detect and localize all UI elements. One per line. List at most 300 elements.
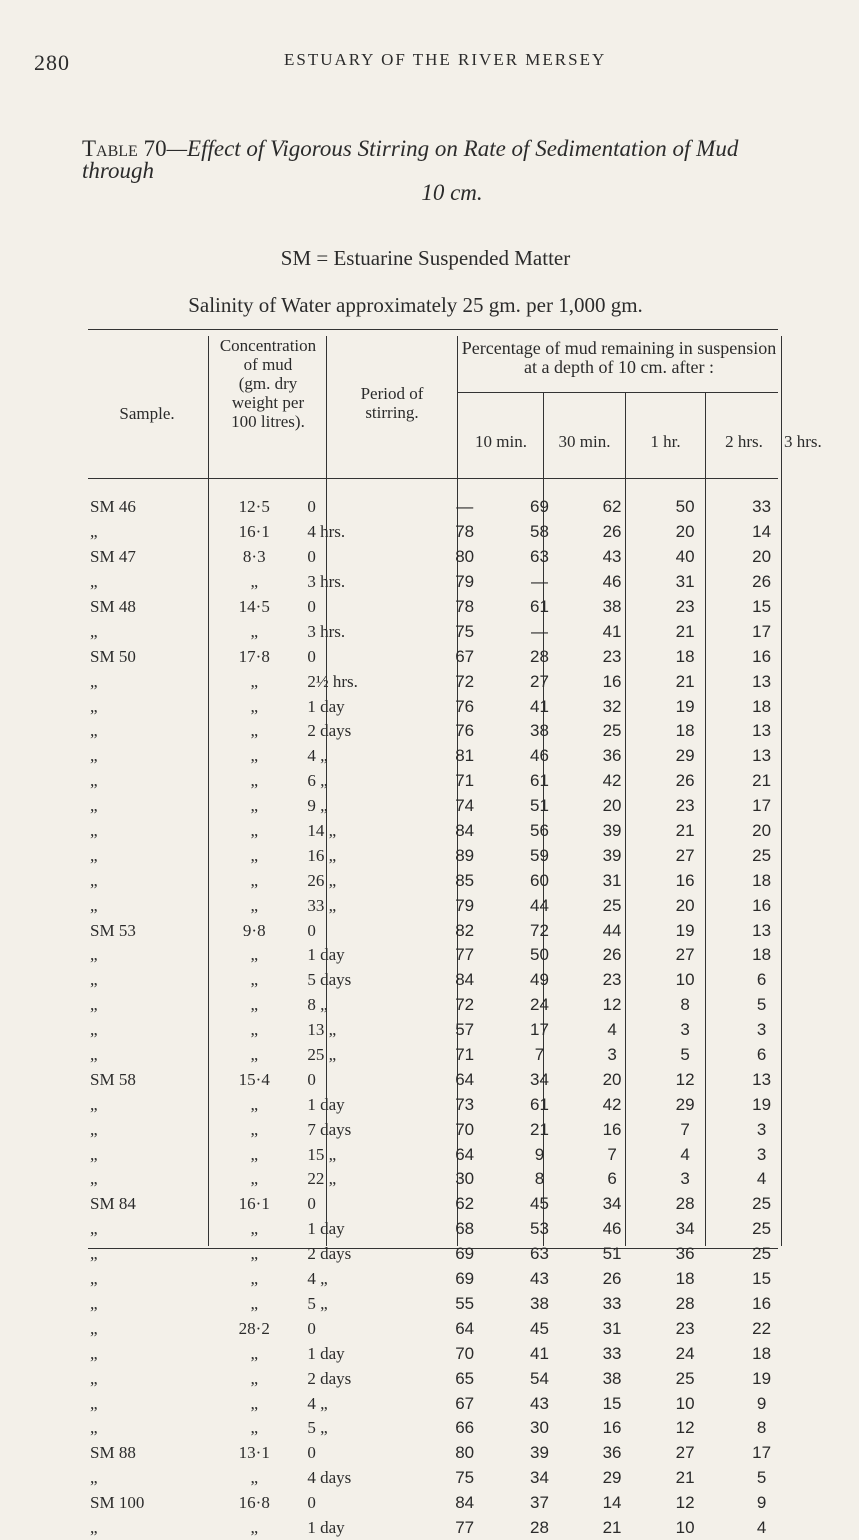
- pct-2hrs-cell: 29: [675, 1094, 695, 1114]
- sample-cell: „: [90, 721, 98, 741]
- pct-2hrs-cell: 7: [680, 1119, 690, 1139]
- period-cell: 3 hrs.: [307, 572, 346, 592]
- sample-cell: „: [90, 1020, 98, 1040]
- concentration-cell: „: [250, 945, 259, 965]
- pct-10min-cell: 64: [455, 1318, 475, 1338]
- sample-cell: SM 46: [90, 497, 136, 517]
- pct-2hrs-cell: 26: [675, 771, 695, 791]
- concentration-cell: „: [250, 1144, 259, 1164]
- pct-2hrs-cell: 24: [675, 1343, 695, 1363]
- table-title-line1: —Effect of Vigorous Stirring on Rate of Sedimentation of Mud through: [82, 136, 739, 183]
- sample-cell: „: [90, 845, 98, 865]
- table-row: [90, 794, 801, 819]
- pct-2hrs-cell: 10: [675, 970, 695, 990]
- period-cell: 5 „: [307, 1418, 328, 1438]
- table-label: Table 70: [82, 136, 167, 161]
- pct-2hrs-cell: 3: [680, 1020, 690, 1040]
- pct-2hrs-cell: 34: [675, 1219, 695, 1239]
- concentration-cell: „: [250, 771, 259, 791]
- pct-30min-cell: 46: [529, 746, 549, 766]
- pct-2hrs-cell: 25: [675, 1368, 695, 1388]
- pct-10min-cell: 30: [455, 1169, 475, 1189]
- pct-3hrs-cell: 16: [752, 1293, 772, 1313]
- concentration-cell: 8·3: [242, 547, 266, 567]
- table-row: [90, 1117, 801, 1142]
- period-cell: 4 „: [307, 1269, 328, 1289]
- concentration-cell: „: [250, 1094, 259, 1114]
- period-cell: 0: [307, 597, 316, 616]
- pct-1hr-cell: 38: [602, 597, 622, 616]
- pct-10min-cell: 72: [455, 671, 475, 691]
- period-cell: 0: [307, 1069, 316, 1089]
- pct-1hr-cell: 23: [602, 970, 622, 990]
- percentage-header: Percentage of mud remaining in suspension at a depth of 10 cm. after :: [461, 338, 777, 377]
- table-row: [90, 1142, 801, 1167]
- table-row: [90, 1466, 801, 1491]
- pct-30min-cell: 58: [529, 522, 549, 542]
- pct-10min-cell: 71: [455, 1045, 475, 1065]
- sample-cell: SM 50: [90, 646, 136, 666]
- concentration-cell: „: [250, 1393, 259, 1413]
- pct-10min-cell: 62: [455, 1194, 475, 1214]
- pct-30min-cell: 49: [529, 970, 549, 990]
- table-row: [90, 943, 801, 968]
- pct-30min-cell: 7: [534, 1045, 545, 1065]
- table-row: [90, 843, 801, 868]
- concentration-cell: „: [250, 796, 259, 816]
- pct-10min-cell: 82: [455, 920, 475, 940]
- period-cell: 14 „: [307, 821, 337, 841]
- pct-1hr-cell: 4: [607, 1020, 617, 1040]
- period-cell: 1 day: [307, 1219, 345, 1239]
- sample-cell: „: [90, 970, 98, 990]
- pct-1hr-cell: 32: [602, 696, 622, 716]
- pct-1hr-cell: 12: [602, 995, 622, 1015]
- sample-cell: „: [90, 796, 98, 816]
- sample-cell: „: [90, 1368, 98, 1388]
- pct-1hr-cell: 26: [602, 522, 622, 542]
- concentration-cell: „: [250, 572, 259, 592]
- pct-3hrs-cell: 16: [752, 895, 772, 915]
- concentration-cell: „: [250, 845, 259, 865]
- pct-10min-cell: 75: [455, 621, 475, 641]
- sample-cell: „: [90, 1269, 98, 1289]
- pct-10min-cell: 84: [455, 821, 475, 841]
- pct-3hrs-cell: 25: [752, 845, 772, 865]
- pct-30min-cell: 41: [529, 1343, 549, 1363]
- pct-1hr-cell: 43: [602, 547, 622, 567]
- concentration-cell: „: [250, 895, 259, 915]
- pct-30min-cell: 27: [529, 671, 549, 691]
- period-cell: 0: [307, 920, 316, 940]
- pct-2hrs-cell: 23: [675, 597, 695, 616]
- pct-10min-cell: 71: [455, 771, 475, 791]
- pct-3hrs-cell: 3: [756, 1144, 767, 1164]
- sedimentation-table: [90, 495, 801, 1540]
- pct-30min-cell: 8: [534, 1169, 545, 1189]
- concentration-cell: „: [250, 970, 259, 990]
- table-row: [90, 1292, 801, 1317]
- percentage-span-rule: [458, 392, 778, 393]
- pct-30min-cell: 17: [529, 1020, 549, 1040]
- pct-10min-cell: 80: [455, 1443, 475, 1463]
- pct-30min-cell: 39: [529, 1443, 549, 1463]
- sample-cell: „: [90, 696, 98, 716]
- pct-10min-cell: 80: [455, 547, 475, 567]
- pct-30min-cell: 60: [529, 870, 549, 890]
- sample-cell: „: [90, 671, 98, 691]
- sample-cell: „: [90, 746, 98, 766]
- table-top-rule: [88, 329, 778, 330]
- pct-30min-cell: 37: [529, 1493, 549, 1513]
- pct-30min-cell: 24: [529, 995, 549, 1015]
- page-number: 280: [34, 50, 70, 75]
- pct-3hrs-cell: 4: [756, 1169, 767, 1189]
- period-cell: 0: [307, 497, 316, 517]
- pct-1hr-cell: 14: [602, 1493, 622, 1513]
- pct-1hr-cell: 46: [602, 1219, 622, 1239]
- concentration-cell: 13·1: [238, 1443, 270, 1463]
- period-cell: 0: [307, 1318, 316, 1338]
- pct-3hrs-cell: 13: [752, 746, 772, 766]
- pct-3hrs-cell: 13: [752, 1069, 772, 1089]
- sample-cell: SM 53: [90, 920, 136, 940]
- sample-cell: „: [90, 1418, 98, 1438]
- pct-2hrs-cell: 8: [680, 995, 690, 1015]
- sample-cell: SM 84: [90, 1194, 136, 1214]
- pct-2hrs-cell: 36: [675, 1244, 695, 1264]
- period-cell: 2½ hrs.: [307, 671, 358, 691]
- table-row: [90, 719, 801, 744]
- table-row: [90, 1341, 801, 1366]
- pct-1hr-cell: 33: [602, 1293, 622, 1313]
- pct-3hrs-cell: 18: [752, 945, 772, 965]
- pct-1hr-cell: 3: [607, 1045, 617, 1065]
- concentration-cell: „: [250, 1418, 259, 1438]
- concentration-cell: 15·4: [238, 1069, 270, 1089]
- pct-30min-cell: 34: [529, 1069, 549, 1089]
- pct-10min-cell: 64: [455, 1069, 475, 1089]
- table-row: [90, 644, 801, 669]
- pct-3hrs-cell: 19: [752, 1094, 772, 1114]
- concentration-header: Concentration of mud (gm. dry weight per 100 litres).: [219, 336, 317, 431]
- pct-2hrs-cell: 18: [675, 1269, 695, 1289]
- pct-3hrs-cell: 8: [756, 1418, 767, 1438]
- pct-2hrs-cell: 50: [675, 497, 695, 517]
- pct-3hrs-cell: 9: [756, 1493, 767, 1513]
- pct-3hrs-cell: 13: [752, 920, 772, 940]
- pct-30min-cell: 53: [529, 1219, 549, 1239]
- pct-30min-cell: 61: [529, 1094, 549, 1114]
- pct-10min-cell: 79: [455, 572, 475, 592]
- concentration-cell: „: [250, 1468, 259, 1488]
- period-cell: 7 days: [307, 1119, 352, 1139]
- pct-10min-cell: 74: [455, 796, 475, 816]
- concentration-cell: „: [250, 1293, 259, 1313]
- sample-cell: „: [90, 1468, 98, 1488]
- pct-3hrs-cell: 13: [752, 721, 772, 741]
- table-header-rule: [88, 478, 778, 479]
- sample-cell: „: [90, 1318, 98, 1338]
- pct-10min-cell: 84: [455, 1493, 475, 1513]
- period-header: Period of stirring.: [360, 384, 424, 422]
- pct-30min-cell: 38: [529, 721, 549, 741]
- period-cell: 1 day: [307, 1094, 345, 1114]
- pct-10min-cell: 85: [455, 870, 475, 890]
- sample-cell: SM 47: [90, 547, 136, 567]
- pct-30min-cell: 41: [529, 696, 549, 716]
- concentration-cell: „: [250, 1517, 259, 1537]
- salinity-note: Salinity of Water approximately 25 gm. per 1,000 gm.: [188, 293, 643, 317]
- pct-2hrs-cell: 21: [675, 671, 695, 691]
- table-row: [90, 595, 801, 620]
- concentration-cell: „: [250, 870, 259, 890]
- pct-10min-cell: 76: [455, 696, 475, 716]
- pct-10min-cell: 77: [455, 945, 475, 965]
- pct-1hr-cell: 31: [602, 870, 622, 890]
- pct-2hrs-cell: 4: [680, 1144, 690, 1164]
- pct-30min-cell: 30: [529, 1418, 549, 1438]
- pct-2hrs-cell: 12: [675, 1069, 695, 1089]
- sample-cell: „: [90, 1169, 98, 1189]
- pct-2hrs-cell: 16: [675, 870, 695, 890]
- sample-cell: „: [90, 1343, 98, 1363]
- pct-30min-cell: 21: [529, 1119, 549, 1139]
- table-row: [90, 1366, 801, 1391]
- pct-2hrs-cell: 18: [675, 646, 695, 666]
- concentration-cell: „: [250, 1020, 259, 1040]
- pct-1hr-cell: 42: [602, 1094, 622, 1114]
- pct-10min-cell: 81: [455, 746, 475, 766]
- table-row: [90, 619, 801, 644]
- period-cell: 4 days: [307, 1468, 352, 1488]
- sample-cell: „: [90, 1244, 98, 1264]
- pct-1hr-cell: 20: [602, 1069, 622, 1089]
- pct-3hrs-cell: 18: [752, 1343, 772, 1363]
- pct-3hrs-cell: 6: [756, 970, 767, 990]
- pct-3hrs-cell: 20: [752, 547, 772, 567]
- period-cell: 26 „: [307, 870, 337, 890]
- pct-30min-cell: 9: [534, 1144, 545, 1164]
- period-cell: 15 „: [307, 1144, 337, 1164]
- table-row: [90, 1416, 801, 1441]
- pct-3hrs-cell: 21: [752, 771, 772, 791]
- pct-1hr-cell: 62: [602, 497, 622, 517]
- pct-1hr-cell: 26: [602, 1269, 622, 1289]
- sample-cell: „: [90, 1144, 98, 1164]
- table-row: [90, 520, 801, 545]
- pct-10min-cell: —: [456, 497, 474, 517]
- period-cell: 1 day: [307, 696, 345, 716]
- pct-10min-cell: 67: [455, 646, 475, 666]
- pct-3hrs-cell: 9: [756, 1393, 767, 1413]
- pct-1hr-cell: 39: [602, 845, 622, 865]
- pct-2hrs-cell: 23: [675, 1318, 695, 1338]
- pct-1hr-cell: 6: [607, 1169, 617, 1189]
- pct-2hrs-cell: 28: [675, 1194, 695, 1214]
- sample-cell: „: [90, 1393, 98, 1413]
- period-cell: 2 days: [307, 721, 352, 741]
- pct-3hrs-cell: 22: [752, 1318, 772, 1338]
- pct-30min-cell: 69: [529, 497, 549, 517]
- pct-30min-cell: 38: [529, 1293, 549, 1313]
- concentration-cell: „: [250, 1269, 259, 1289]
- period-cell: 8 „: [307, 995, 328, 1015]
- pct-1hr-cell: 23: [602, 646, 622, 666]
- table-row: [90, 744, 801, 769]
- pct-30min-cell: 56: [529, 821, 549, 841]
- pct-3hrs-cell: 3: [756, 1119, 767, 1139]
- sample-cell: SM 100: [90, 1493, 145, 1513]
- time-header-1hr: 1 hr.: [650, 432, 681, 451]
- table-row: [90, 1316, 801, 1341]
- table-row: [90, 968, 801, 993]
- time-header-3hrs: 3 hrs.: [784, 432, 822, 451]
- pct-3hrs-cell: 13: [752, 671, 772, 691]
- pct-30min-cell: 34: [529, 1468, 549, 1488]
- pct-2hrs-cell: 27: [675, 1443, 695, 1463]
- period-cell: 1 day: [307, 945, 345, 965]
- table-row: [90, 893, 801, 918]
- table-title-line2: 10 cm.: [421, 180, 483, 205]
- table-row: [90, 1192, 801, 1217]
- pct-10min-cell: 70: [455, 1343, 475, 1363]
- pct-10min-cell: 64: [455, 1144, 475, 1164]
- pct-30min-cell: 45: [529, 1194, 549, 1214]
- time-header-30min: 30 min.: [558, 432, 611, 451]
- pct-2hrs-cell: 20: [675, 895, 695, 915]
- pct-10min-cell: 65: [455, 1368, 475, 1388]
- table-row: [90, 1092, 801, 1117]
- table-row: [90, 669, 801, 694]
- sample-cell: „: [90, 945, 98, 965]
- pct-1hr-cell: 51: [602, 1244, 622, 1264]
- pct-1hr-cell: 7: [607, 1144, 617, 1164]
- period-cell: 1 day: [307, 1517, 345, 1537]
- pct-10min-cell: 79: [455, 895, 475, 915]
- table-row: [90, 1516, 801, 1540]
- period-cell: 22 „: [307, 1169, 337, 1189]
- pct-2hrs-cell: 29: [675, 746, 695, 766]
- pct-2hrs-cell: 18: [675, 721, 695, 741]
- pct-1hr-cell: 39: [602, 821, 622, 841]
- time-header-10min: 10 min.: [475, 432, 527, 451]
- pct-3hrs-cell: 25: [752, 1194, 772, 1214]
- concentration-cell: „: [250, 1119, 259, 1139]
- table-row: [90, 1491, 801, 1516]
- period-cell: 2 days: [307, 1244, 352, 1264]
- table-row: [90, 918, 801, 943]
- concentration-cell: „: [250, 995, 259, 1015]
- concentration-cell: „: [250, 1219, 259, 1239]
- pct-3hrs-cell: 5: [756, 1468, 767, 1488]
- pct-2hrs-cell: 12: [675, 1493, 695, 1513]
- concentration-cell: „: [250, 671, 259, 691]
- pct-30min-cell: 28: [529, 646, 549, 666]
- period-cell: 5 days: [307, 970, 352, 990]
- pct-2hrs-cell: 10: [675, 1393, 695, 1413]
- pct-30min-cell: 43: [529, 1269, 549, 1289]
- sample-cell: „: [90, 522, 98, 542]
- sample-cell: „: [90, 821, 98, 841]
- pct-2hrs-cell: 27: [675, 945, 695, 965]
- pct-2hrs-cell: 31: [675, 572, 695, 592]
- concentration-cell: „: [250, 1244, 259, 1264]
- period-cell: 33 „: [307, 895, 337, 915]
- pct-2hrs-cell: 21: [675, 621, 695, 641]
- pct-1hr-cell: 20: [602, 796, 622, 816]
- pct-3hrs-cell: 5: [756, 995, 767, 1015]
- pct-1hr-cell: 26: [602, 945, 622, 965]
- sample-cell: „: [90, 1045, 98, 1065]
- pct-10min-cell: 69: [455, 1244, 475, 1264]
- pct-2hrs-cell: 20: [675, 522, 695, 542]
- pct-1hr-cell: 25: [602, 895, 622, 915]
- pct-2hrs-cell: 21: [675, 1468, 695, 1488]
- period-cell: 6 „: [307, 771, 328, 791]
- pct-10min-cell: 55: [455, 1293, 475, 1313]
- pct-2hrs-cell: 40: [675, 547, 695, 567]
- table-row: [90, 1242, 801, 1267]
- pct-2hrs-cell: 19: [675, 696, 695, 716]
- pct-1hr-cell: 41: [602, 621, 622, 641]
- pct-2hrs-cell: 23: [675, 796, 695, 816]
- pct-1hr-cell: 16: [602, 1418, 622, 1438]
- pct-10min-cell: 76: [455, 721, 475, 741]
- pct-1hr-cell: 16: [602, 671, 622, 691]
- pct-30min-cell: 44: [529, 895, 549, 915]
- sample-cell: „: [90, 621, 98, 641]
- sample-cell: SM 88: [90, 1443, 136, 1463]
- concentration-cell: „: [250, 1368, 259, 1388]
- concentration-cell: 9·8: [242, 920, 266, 940]
- pct-2hrs-cell: 28: [675, 1293, 695, 1313]
- pct-10min-cell: 67: [455, 1393, 475, 1413]
- table-row: [90, 545, 801, 570]
- pct-3hrs-cell: 18: [752, 870, 772, 890]
- concentration-cell: „: [250, 821, 259, 841]
- pct-2hrs-cell: 21: [675, 821, 695, 841]
- sample-cell: „: [90, 1293, 98, 1313]
- pct-10min-cell: 78: [455, 597, 475, 616]
- concentration-cell: „: [250, 1169, 259, 1189]
- pct-10min-cell: 72: [455, 995, 475, 1015]
- pct-1hr-cell: 34: [602, 1194, 622, 1214]
- pct-3hrs-cell: 17: [752, 621, 772, 641]
- period-cell: 1 day: [307, 1343, 345, 1363]
- concentration-cell: 16·1: [238, 522, 270, 542]
- pct-30min-cell: 28: [529, 1517, 549, 1537]
- pct-3hrs-cell: 17: [752, 796, 772, 816]
- table-row: [90, 819, 801, 844]
- pct-2hrs-cell: 5: [680, 1045, 690, 1065]
- table-row: [90, 1217, 801, 1242]
- table-caption: [82, 138, 762, 204]
- pct-10min-cell: 66: [455, 1418, 475, 1438]
- pct-1hr-cell: 25: [602, 721, 622, 741]
- table-row: [90, 769, 801, 794]
- sample-header: Sample.: [119, 404, 175, 423]
- page-header: [34, 50, 774, 80]
- pct-10min-cell: 57: [455, 1020, 475, 1040]
- pct-30min-cell: 45: [529, 1318, 549, 1338]
- pct-30min-cell: —: [530, 572, 548, 592]
- pct-2hrs-cell: 27: [675, 845, 695, 865]
- pct-1hr-cell: 36: [602, 1443, 622, 1463]
- period-cell: 25 „: [307, 1045, 337, 1065]
- sample-cell: „: [90, 1517, 98, 1537]
- concentration-cell: 28·2: [238, 1318, 270, 1338]
